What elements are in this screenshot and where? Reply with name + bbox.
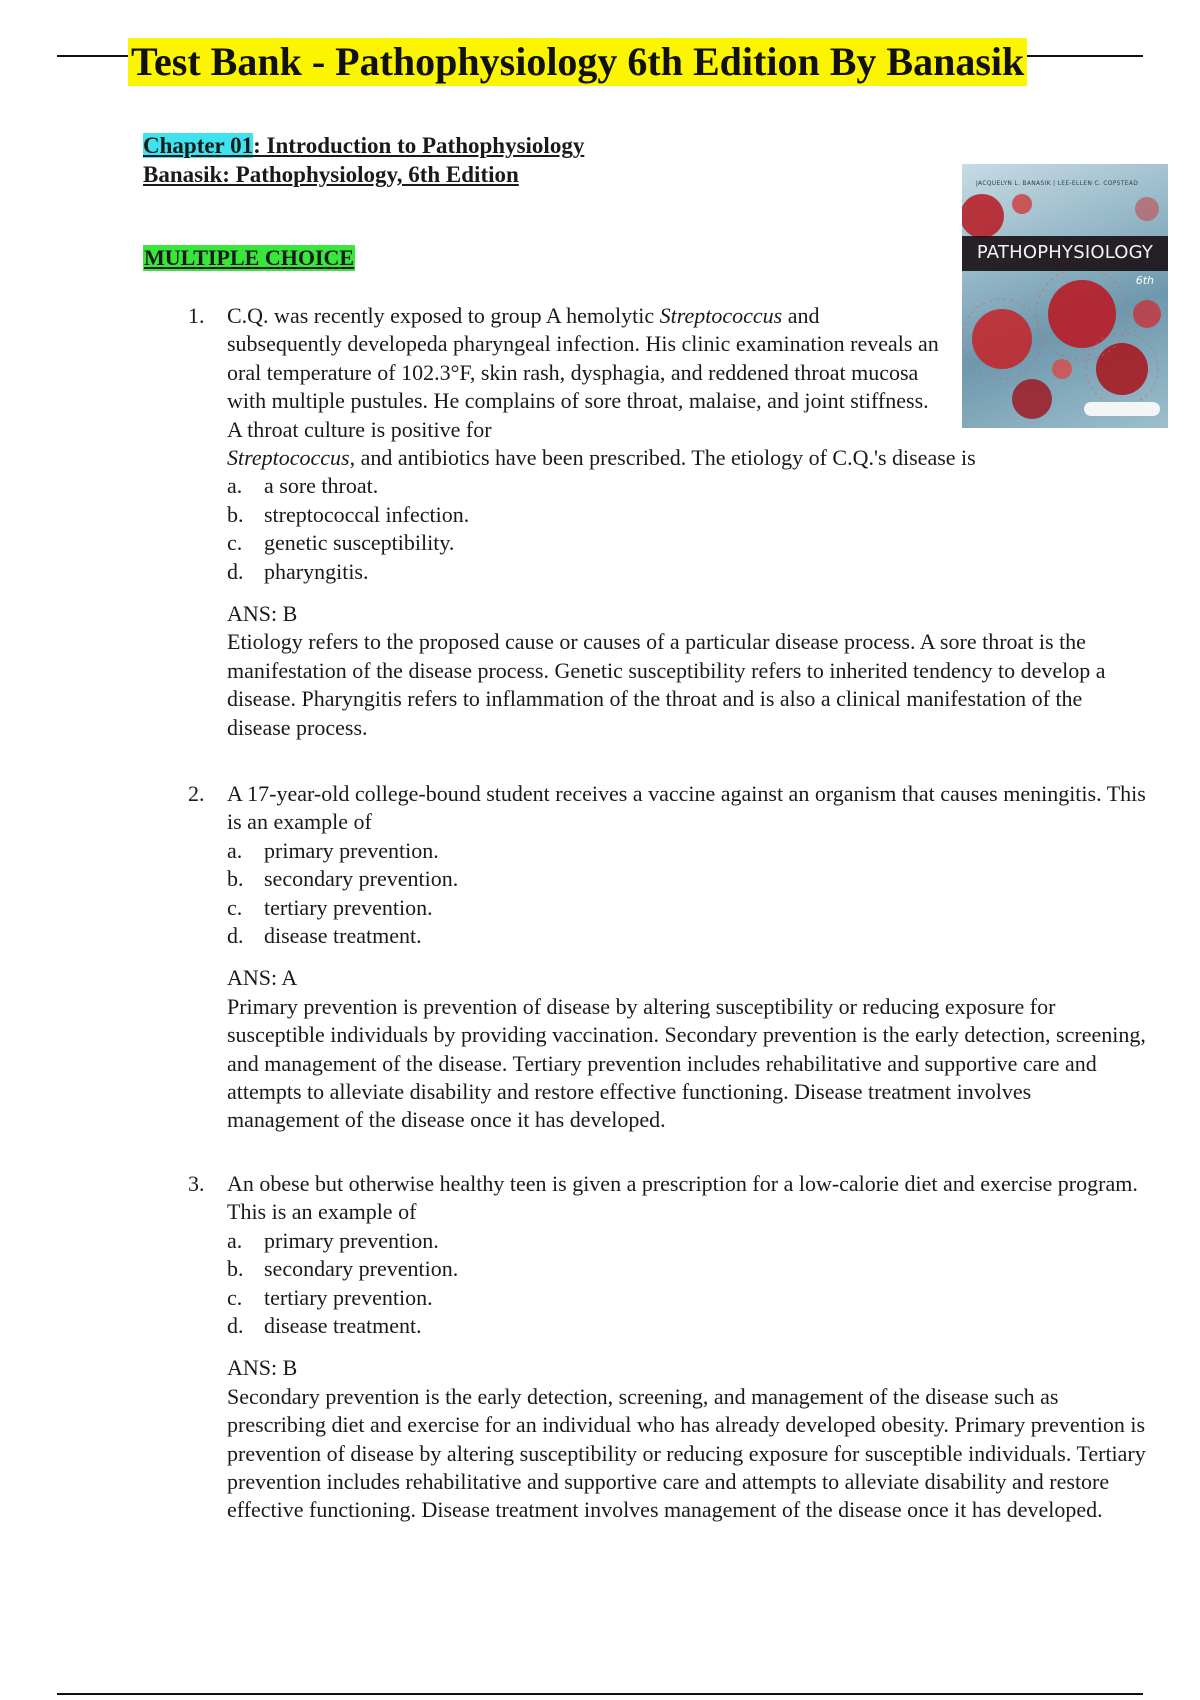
option-letter: c. (227, 1284, 243, 1310)
option (227, 472, 1148, 500)
option-text: primary prevention. (264, 837, 439, 863)
option-letter: a. (227, 837, 243, 863)
option-text: primary prevention. (264, 1227, 439, 1253)
option-text: secondary prevention. (264, 866, 459, 892)
option-text: tertiary prevention. (264, 894, 433, 920)
option-letter: b. (227, 501, 244, 527)
option-text: streptococcal infection. (264, 501, 470, 527)
question-stem: A 17-year-old college-bound student receives a vaccine against an organism that causes meningitis. This is an example of (227, 781, 1146, 835)
stem-text: C.Q. was recently exposed to group A hemolytic (227, 303, 655, 328)
question-number: 2. (188, 781, 205, 806)
answer-key: ANS: A (227, 965, 298, 991)
options-list (227, 837, 1148, 951)
options-list (227, 472, 1148, 586)
bottom-rule (57, 1693, 1143, 1695)
question-1 (188, 302, 1148, 742)
stem-italic: Streptococcus (659, 303, 783, 328)
option (227, 922, 1148, 950)
section-heading: MULTIPLE CHOICE (144, 245, 355, 270)
chapter-title: : Introduction to Pathophysiology (253, 133, 585, 158)
stem-text: and (787, 303, 820, 328)
option-text: tertiary prevention. (264, 1284, 433, 1310)
option-letter: d. (227, 558, 244, 584)
option-letter: b. (227, 1256, 244, 1282)
option (227, 1227, 1148, 1255)
answer-rationale: Etiology refers to the proposed cause or causes of a particular disease process. A sore throat is the manifestation of the disease process. Genetic susceptibility refers to inherited tendency to develop a disease. Pharyngitis refers to inflammation of the throat and is also a clinical manifestation of the disease process. (227, 629, 1106, 740)
option-letter: c. (227, 530, 243, 556)
document-title: Test Bank - Pathophysiology 6th Edition By Banasik (128, 38, 1027, 86)
answer-rationale: Secondary prevention is the early detection, screening, and management of the disease such as prescribing diet and exercise for an individual who has already developed obesity. Primary prevention is prevention of disease by altering susceptibility or reducing exposure for susceptible individuals. Tertiary prevention includes rehabilitative and supportive care and attempts to alleviate disability and restore effective functioning. Disease treatment involves management of the disease once it has developed. (227, 1383, 1146, 1523)
question-number: 1. (188, 303, 205, 328)
option-text: a sore throat. (264, 473, 379, 499)
stem-italic: Streptococcus (227, 445, 350, 471)
options-list (227, 1227, 1148, 1341)
option (227, 1255, 1148, 1283)
question-3 (188, 1170, 1148, 1525)
answer-key: ANS: B (227, 1355, 298, 1381)
question-2 (188, 780, 1148, 1135)
cover-authors: JACQUELYN L. BANASIK | LEE-ELLEN C. COPSTEAD (976, 180, 1139, 187)
question-stem: An obese but otherwise healthy teen is given a prescription for a low-calorie diet and exercise program. This is an example of (227, 1171, 1138, 1225)
option-text: disease treatment. (264, 923, 422, 949)
option-text: disease treatment. (264, 1313, 422, 1339)
option-text: genetic susceptibility. (264, 530, 455, 556)
chapter-heading (143, 132, 584, 160)
option (227, 558, 1148, 586)
option-text: pharyngitis. (264, 558, 369, 584)
chapter-tag: Chapter 01 (143, 133, 254, 158)
option-letter: c. (227, 894, 243, 920)
stem-text: , and antibiotics have been prescribed. The etiology of C.Q.'s disease is (349, 445, 976, 471)
cover-title: PATHOPHYSIOLOGY (976, 242, 1154, 263)
option-letter: a. (227, 1227, 243, 1253)
cover-edition: 6th (1135, 274, 1154, 287)
answer-rationale: Primary prevention is prevention of disease by altering susceptibility or reducing exposure for susceptible individuals by providing vaccination. Secondary prevention is the early detection, screening, and management of the disease. Tertiary prevention includes rehabilitative and supportive care and attempts to alleviate disability and restore effective functioning. Disease treatment involves management of the disease once it has developed. (227, 993, 1146, 1133)
book-reference: Banasik: Pathophysiology, 6th Edition (143, 162, 519, 187)
option-letter: d. (227, 1313, 244, 1339)
option-letter: a. (227, 473, 243, 499)
option-text: secondary prevention. (264, 1256, 459, 1282)
option-letter: b. (227, 866, 244, 892)
option (227, 837, 1148, 865)
option (227, 894, 1148, 922)
stem-text: subsequently developeda pharyngeal infection. His clinic examination reveals an oral temperature of 102.3°F, skin rash, dysphagia, and reddened throat mucosa with multiple pustules. He complains of sore throat, malaise, and joint stiffness. A throat culture is positive for (227, 331, 939, 442)
option-letter: d. (227, 923, 244, 949)
option (227, 529, 1148, 557)
option (227, 501, 1148, 529)
answer-key: ANS: B (227, 601, 298, 627)
question-stem (227, 302, 1148, 472)
option (227, 865, 1148, 893)
option (227, 1312, 1148, 1340)
option (227, 1284, 1148, 1312)
question-number: 3. (188, 1171, 205, 1196)
